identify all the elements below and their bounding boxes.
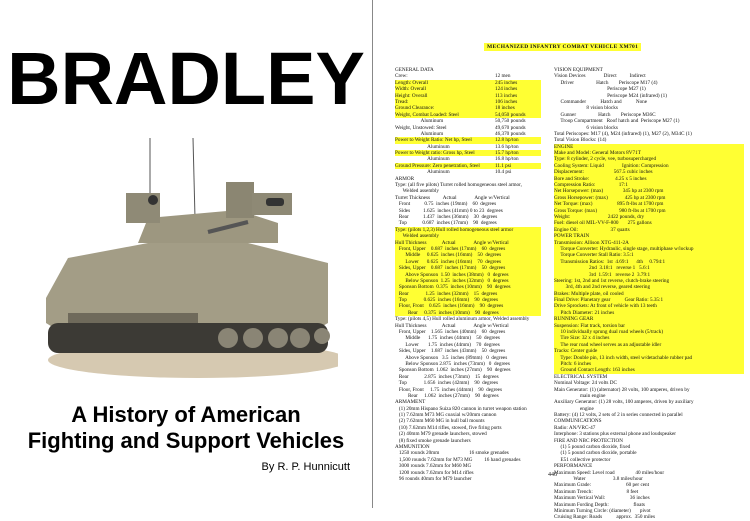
spec-label: Maximum Vertical Wall: 36 inches xyxy=(554,495,650,502)
spec-label: Final Drive: Planetary gear Gear Ratio: 5.35:1 xyxy=(554,297,664,304)
spec-value: 13.6 hp/ton xyxy=(495,143,519,150)
spec-label: (1) 5 pound carbon dioxide, portable xyxy=(554,450,637,457)
spec-label: Driver Hatch Periscope M17 (4) xyxy=(554,79,658,86)
spec-label: Aluminum xyxy=(395,118,444,125)
spec-label: Displacement: 567.5 cubic inches xyxy=(554,169,653,176)
spec-label: Weight, Unstowed: Steel xyxy=(395,124,447,131)
spec-label: Minimum Turning Circle: (diameter) pivot xyxy=(554,507,651,514)
spec-label: Periscope M24 (infrared) (1) xyxy=(554,92,667,99)
spec-label: Turret Thickness Actual Angle w/Vertical xyxy=(395,194,510,201)
spec-label: AMMUNITION xyxy=(395,444,430,451)
spec-label: Rear 2.875 inches (73mm) 15 degrees xyxy=(395,373,499,380)
spec-label: Floor, Front 0.625 inches (16mm) 90 degrees xyxy=(395,303,504,310)
spec-value: 106 inches xyxy=(495,98,518,105)
spec-label: Lower 0.625 inches (16mm) 70 degrees xyxy=(395,258,502,265)
spec-label: ARMAMENT xyxy=(395,399,426,406)
spec-label: Gross Horsepower: (max) 425 hp at 2300 rpm xyxy=(554,194,666,201)
spec-label: 2nd 3.18:1 reverse 1 5.6:1 xyxy=(554,265,650,272)
spec-label: Total Periscopes: M17 (4), M24 (infrared) (1), M27 (2), M34C (1) xyxy=(554,130,692,137)
spec-label: Welded assembly xyxy=(395,188,440,195)
spec-label: Top 0.625 inches (16mm) 90 degrees xyxy=(395,297,498,304)
spec-label: Pitch: 6 inches xyxy=(554,360,592,367)
spec-label: Vision Devices Direct Indirect xyxy=(554,73,646,80)
spec-value: 12 men xyxy=(495,73,511,80)
spec-label: GENERAL DATA xyxy=(395,67,434,73)
spec-label: Rear 1.437 inches (36mm) 30 degrees xyxy=(395,213,498,220)
spec-label: (2) 40mm M79 grenade launchers, stowed xyxy=(395,431,487,438)
spec-label: FIRE AND NBC PROTECTION xyxy=(554,437,624,444)
spec-value: 15.7 hp/ton xyxy=(495,150,519,157)
spec-label: Cooling System: Liquid Ignition: Compression xyxy=(554,162,669,169)
spec-label: Compression Ratio: 17:1 xyxy=(554,182,628,189)
spec-label: Pitch Diameter: 21 inches xyxy=(554,309,615,316)
spec-label: Power to Weight Ratio: Net hp, Steel xyxy=(395,137,472,144)
spec-label: Bore and Stroke: 4.25 x 5 inches xyxy=(554,175,647,182)
spec-label: Type: Double pin, 13 inch width, steel w/detachable rubber pad xyxy=(554,354,693,361)
spec-label: 10 individually sprung dual road wheels (5/track) xyxy=(554,329,664,336)
spec-label: (1) 20mm Hispano Suiza 820 cannon in turret weapon station xyxy=(395,405,527,412)
spec-label: ENGINE xyxy=(554,143,574,150)
spec-label: (2) 7.62mm M60 MG in hull ball mounts xyxy=(395,418,485,425)
spec-label: ARMOR xyxy=(395,175,415,182)
spec-label: engine xyxy=(554,405,594,412)
spec-label: Sponson Bottom 0.375 inches (10mm) 90 degrees xyxy=(395,284,511,291)
spec-label: Main Generator: (1) (alternator) 28 volts, 100 amperes, driven by xyxy=(554,386,690,393)
spec-label: Weight: 2422 pounds, dry xyxy=(554,213,645,220)
spec-label: Floor, Front 1.75 inches (44mm) 90 degrees xyxy=(395,386,502,393)
spec-label: Front, Upper 1.565 inches (40mm) 60 degrees xyxy=(395,329,506,336)
spec-label: Gunner Hatch Periscope M36C xyxy=(554,111,656,118)
spec-label: Make and Model: General Motors 8V71T xyxy=(554,150,641,157)
spec-label: Ground Contact Length: 163 inches xyxy=(554,367,635,374)
spec-label: Type: (pilots 1,2,3) Hull rolled homogeneous steel armor xyxy=(395,226,514,233)
spec-label: 1250 rounds 20mm 16 smoke grenades xyxy=(395,450,509,457)
spec-label: Steering: 1st, 2nd and 1st reverse, clutch-brake steering xyxy=(554,277,670,284)
spec-line xyxy=(395,476,541,482)
spec-label: 1,500 rounds 7.62mm for M73 MG 16 hand grenades xyxy=(395,456,521,463)
spec-label: Torque Converter Stall Ratio: 3.5:1 xyxy=(554,252,634,259)
spec-right-column xyxy=(554,67,744,521)
spec-label: Below Sponson 2.875 inches (73mm) 0 degrees xyxy=(395,360,510,367)
spec-label: Type: (pilots 4,5) Hull rolled aluminum armor, Welded assembly xyxy=(395,316,530,323)
spec-label: Sponson Bottom 1.062 inches (27mm) 90 degrees xyxy=(395,367,511,374)
spec-label: E51 collective protector xyxy=(554,456,611,463)
spec-label: Middle 0.625 inches (16mm) 50 degrees xyxy=(395,252,502,259)
spec-value: 113 inches xyxy=(495,92,518,99)
spec-label: Front, Upper 0.687 inches (17mm) 60 degrees xyxy=(395,245,506,252)
spec-label: Top 0.687 inches (17mm) 90 degrees xyxy=(395,220,497,227)
spec-label: Type: (all five pilots) Turret rolled homogeneous steel armor, xyxy=(395,182,522,189)
spec-label: Width: Overall xyxy=(395,86,427,93)
spec-value: 54,050 pounds xyxy=(495,111,526,118)
spec-label: Commander Hatch and None xyxy=(554,98,648,105)
spec-label: Sides, Upper 0.687 inches (17mm) 50 degrees xyxy=(395,265,506,272)
spec-label: Tread: xyxy=(395,98,409,105)
spec-label: Middle 1.75 inches (44mm) 50 degrees xyxy=(395,335,500,342)
spec-label: Maximum Trench: 8 feet xyxy=(554,488,639,495)
spec-label: Drive Sprockets: At front of vehicle with 13 teeth xyxy=(554,303,657,310)
spec-label: Sides, Upper 1.687 inches (43mm) 50 degrees xyxy=(395,348,506,355)
spec-value: 49,670 pounds xyxy=(495,124,526,131)
spec-label: Suspension: Flat track, torsion bar xyxy=(554,322,626,329)
spec-label: (1) 5 pound carbon dioxide, fixed xyxy=(554,444,631,451)
spec-label: Hull Thickness Actual Angle w/Vertical xyxy=(395,322,509,329)
spec-label: Total Vision Blocks: (14) xyxy=(554,137,607,144)
spec-label: Cruising Range: Roads approx. 350 miles xyxy=(554,514,656,521)
spec-label: Length: Overall xyxy=(395,79,428,86)
spec-label: Above Sponson 3.5 inches (89mm) 0 degrees xyxy=(395,354,508,361)
spec-label: POWER TRAIN xyxy=(554,233,590,240)
spec-label: Aluminum xyxy=(395,156,450,163)
spec-label: Torque Converter: Hydraulic, single stage, multiphase w/lockup xyxy=(554,245,694,252)
spec-label: Aluminum xyxy=(395,130,444,137)
spec-label: PERFORMANCE xyxy=(554,463,593,470)
spec-label: Above Sponson 1.50 inches (38mm) 0 degrees xyxy=(395,271,509,278)
spec-label: Top 1.656 inches (42mm) 90 degrees xyxy=(395,380,498,387)
spec-value: 16.8 hp/ton xyxy=(495,156,519,163)
spec-label: Type: 8 cylinder, 2 cycle, vee, turbosupercharged xyxy=(554,156,657,163)
spec-value: 124 inches xyxy=(495,86,518,93)
spec-label: Tracks: Center guide xyxy=(554,348,598,355)
spec-label: 3rd, 4th and 2nd reverse, geared steering xyxy=(554,284,651,291)
spec-label: Power to Weight ratio: Gross hp, Steel xyxy=(395,150,475,157)
spec-label: VISION EQUIPMENT xyxy=(554,67,603,73)
spec-label: Fuel: diesel oil MIL-VV-F-800 275 gallons xyxy=(554,220,652,227)
spec-label: COMMUNICATIONS xyxy=(554,418,602,425)
spec-label: Battery: (4) 12 volts, 2 sets of 2 in series connected in parallel xyxy=(554,412,683,419)
spec-label: Brakes: Multiple plate, oil cooled xyxy=(554,290,624,297)
spec-label: (10) 7.62mm M14 rifles, stowed, five firing ports xyxy=(395,424,502,431)
spec-label: The rear road wheel serves as an adjustable idler xyxy=(554,341,662,348)
spec-label: 3rd 1.59:1 reverse 2 3.79:1 xyxy=(554,271,651,278)
spec-label: Ground Pressure: Zero penetration, Steel xyxy=(395,162,480,169)
spec-label: Lower 1.75 inches (44mm) 70 degrees xyxy=(395,341,500,348)
spec-left-column xyxy=(395,67,541,482)
spec-value: 11.1 psi xyxy=(495,162,512,169)
spec-label: Transmission Ratios: 1st 4.69:1 4th 0.794:1 xyxy=(554,258,666,265)
spec-heading: MECHANIZED INFANTRY COMBAT VEHICLE XM701 xyxy=(484,43,641,51)
spec-value: 46,370 pounds xyxy=(495,130,526,137)
spec-label: 96 rounds 40mm for M79 launcher xyxy=(395,476,472,482)
spec-label: Periscope M27 (1) xyxy=(554,86,646,93)
page-number: 446 xyxy=(548,472,557,478)
spec-label: Net Horsepower: (max) 345 hp at 2300 rpm xyxy=(554,188,664,195)
spec-label: Ground Clearance: xyxy=(395,105,435,112)
spec-label: Troop Compartment Roof hatch and Periscope M27 (1) xyxy=(554,118,680,125)
spec-label: Crew: xyxy=(395,73,408,80)
spec-label: Aluminum xyxy=(395,169,450,176)
spec-label: Maximum Speed: Level road 40 miles/hour xyxy=(554,469,665,476)
spec-value: 18 inches xyxy=(495,105,515,112)
spec-label: Height: Overall xyxy=(395,92,428,99)
spec-value: 12.8 hp/ton xyxy=(495,137,519,144)
spec-label: Transmission: Allison XTG-411-2A xyxy=(554,239,629,246)
book-cover-page xyxy=(0,0,372,508)
spec-value: 10.4 psi xyxy=(495,169,512,176)
spec-label: Maximum Fording Depth: floats xyxy=(554,501,645,508)
bradley-vehicle-photo xyxy=(38,138,338,386)
spec-label: Auxiliary Generator: (1) 28 volts, 100 amperes, driven by auxiliary xyxy=(554,399,694,406)
spec-label: (8) fixed smoke grenade launchers xyxy=(395,437,471,444)
subtitle-line-2: Fighting and Support Vehicles xyxy=(27,428,345,453)
spec-label: main engine xyxy=(554,392,606,399)
spec-value: 50,750 pounds xyxy=(495,118,526,125)
spec-label: RUNNING GEAR xyxy=(554,316,594,323)
spec-label: Welded assembly xyxy=(395,233,440,240)
spec-label: ELECTRICAL SYSTEM xyxy=(554,373,608,380)
spec-label: Tire Size: 32 x 4 inches xyxy=(554,335,610,342)
spec-label: Weight, Combat Loaded: Steel xyxy=(395,111,459,118)
spec-label: (1) 7.62mm M73 MG coaxial w/20mm cannon xyxy=(395,412,497,419)
spec-label: 1200 rounds 7.62mm for M14 rifles xyxy=(395,469,474,476)
spec-label: 8 vision blocks xyxy=(554,105,618,112)
spec-label: Front 0.75 inches (19mm) 60 degrees xyxy=(395,201,497,208)
spec-label: Nominal Voltage: 24 volts DC xyxy=(554,380,617,387)
spec-label: Gross Torque: (max) 980 ft-lbs at 1700 rpm xyxy=(554,207,666,214)
spec-label: 6 vision blocks xyxy=(554,124,618,131)
spec-label: Aluminum xyxy=(395,143,450,150)
spec-label: Radio: AN/VRC-47 xyxy=(554,424,596,431)
spec-label: Below Sponson 1.25 inches (32mm) 0 degrees xyxy=(395,277,509,284)
spec-value: 245 inches xyxy=(495,79,518,86)
book-title: BRADLEY xyxy=(7,37,365,120)
spec-label: Maximum Grade: 60 per cent xyxy=(554,482,650,489)
book-subtitle xyxy=(0,402,372,454)
spec-label: Sides 1.625 inches (41mm) 0 to 23 degrees xyxy=(395,207,503,214)
spec-label: Rear 0.375 inches (10mm) 90 degrees xyxy=(395,309,499,316)
spec-label: Rear 1.25 inches (32mm) 15 degrees xyxy=(395,290,498,297)
spec-label: Engine Oil: 37 quarts xyxy=(554,226,630,233)
spec-label: Water 3.8 miles/hour xyxy=(554,476,643,482)
author-credit: By R. P. Hunnicutt xyxy=(261,461,350,473)
spec-line xyxy=(554,514,744,520)
spec-label: Interphone: 3 stations plus external phone and loudspeaker xyxy=(554,431,677,438)
spec-label: 3000 rounds 7.62mm for M60 MG xyxy=(395,463,472,470)
spec-label: Net Torque: (max) 895 ft-lbs at 1700 rpm xyxy=(554,201,664,208)
subtitle-line-1: A History of American xyxy=(71,402,301,427)
spec-label: Rear 1.062 inches (27mm) 90 degrees xyxy=(395,392,499,399)
spec-label: Hull Thickness Actual Angle w/Vertical xyxy=(395,239,509,246)
